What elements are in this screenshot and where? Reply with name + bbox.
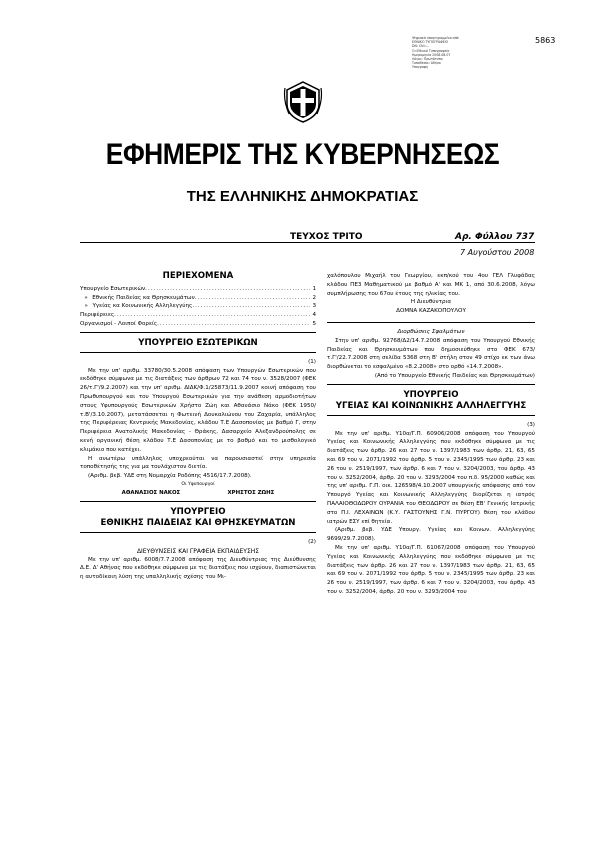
header-rule [80,242,535,243]
section-divider [327,384,535,385]
toc-row [80,302,316,311]
decision-number: (1) [308,358,316,365]
section-title-health: ΥΠΟΥΡΓΕΙΟ [403,389,459,400]
toc-page: 5 [312,320,316,327]
toc-page: 1 [312,285,316,292]
toc-leader [157,320,310,329]
toc-row [80,294,316,303]
section-divider [327,322,535,323]
decision-reference: (Αριθμ. βεβ. ΥΔΕ στη Νομαρχία Ροδόπης 4516/17.7.2008). [88,473,252,480]
decision-text-continued: χαλόπουλου Μιχαήλ του Γεωργίου, εκπ/κού του 4ου ΓΕΛ Γλυφάδας κλάδου ΠΕ3 Μαθηματικού με βαθμό Α' και ΜΚ 1, από 30.6.2008, λόγω συμπλήρωσης του 67ου έτους της ηλικίας του. [327,273,535,297]
greek-coat-of-arms-icon [283,80,323,124]
section-title-health-line2: ΥΓΕΙΑΣ ΚΑΙ ΚΟΙΝΩΝΙΚΗΣ ΑΛΛΗΛΕΓΓΥΗΣ [335,400,527,411]
sheet-number: Αρ. Φύλλου 737 [455,232,535,242]
toc-label: Εθνικής Παιδείας κα Θρησκευμάτων [92,294,195,301]
stamp-line: ΕΘΝΙΚΟ ΤΥΠΟΓΡΑΦΕΙΟ [412,40,449,45]
stamp-line: Υπογραφή [412,65,428,70]
correction-text: Στην υπ' αριθμ. 92768/Δ2/14.7.2008 απόφαση του Υπουργού Εθνικής Παιδείας και Θρησκευμάτων που δημοσιεύθηκε στο ΦΕΚ 673/τ.Γ'/22.7.2008 στη σελίδα 5368 στη Β' στήλη στον 49 στίχο εκ των άνω διορθώνεται το εσφαλμένο «8.2.2008» στο ορθό «14.7.2008». [327,337,535,371]
toc-ditto-mark: » [84,294,88,301]
section-title-education-line2: ΕΘΝΙΚΗΣ ΠΑΙΔΕΙΑΣ ΚΑΙ ΘΡΗΣΚΕΥΜΑΤΩΝ [100,517,296,528]
toc-row [80,311,316,320]
toc-leader [145,285,310,294]
toc-row [80,285,316,294]
signatory-title: Η Διευθύντρια [410,299,452,306]
left-column [80,272,316,582]
section-title-interior: ΥΠΟΥΡΓΕΙΟ ΕΣΩΤΕΡΙΚΩΝ [138,337,258,348]
signatory-name: ΧΡΗΣΤΟΣ ΖΩΗΣ [227,489,275,496]
toc-leader [114,311,310,320]
toc-label: Οργανισμοί - Λοιποί Φορείς [80,320,158,327]
stamp-line: Τοποθεσία: Αθήνα [412,61,441,66]
toc-heading: ΠΕΡΙΕΧΟΜΕΝΑ [162,271,234,281]
gazette-subtitle: ΤΗΣ ΕΛΛΗΝΙΚΗΣ ΔΗΜΟΚΡΑΤΙΑΣ [186,188,419,205]
toc-page: 4 [312,312,316,319]
stamp-line: Ο=Εθνικό Τυπογραφείο [412,48,450,53]
section-divider [80,352,316,353]
section-divider [80,532,316,533]
signatories-heading: Οι Υφυπουργοί [181,481,215,487]
toc-leader [195,294,311,303]
issue-series: ΤΕΥΧΟΣ ΤΡΙΤΟ [290,232,363,242]
signatories [98,489,298,498]
gazette-title: ΕΦΗΜΕΡΙΣ ΤΗΣ ΚΥΒΕΡΝΗΣΕΩΣ [105,138,500,171]
issue-date: 7 Αυγούστου 2008 [460,248,535,257]
toc-label: Υγείας κα Κοινωνικής Αλληλεγγύης [92,303,193,310]
stamp-line: Ημερομηνία 2008.08.07 [412,52,451,57]
decision-number: (2) [308,538,316,545]
toc-leader [192,302,310,311]
corrections-title: Διορθώσεις Σφαλμάτων [397,328,465,335]
toc-row [80,320,316,329]
section-divider [80,332,316,333]
toc-ditto-mark: » [84,303,88,310]
section-title-education: ΥΠΟΥΡΓΕΙΟ [170,506,226,517]
section-divider [327,415,535,416]
stamp-line: DN: CN=... [412,44,430,49]
toc-label: Υπουργείο Εσωτερικών [80,285,146,292]
section-divider [80,501,316,502]
toc-page: 3 [312,303,316,310]
stamp-line: Λόγος: Πρωτότυπο [412,57,443,62]
digital-signature-stamp [412,36,474,70]
toc-page: 2 [312,294,316,301]
decision-reference: (Αριθμ. βεβ. ΥΔΕ Υπουργ. Υγείας και Κοινων. Αλληλεγγύης 9699/29.7.2008). [327,527,535,543]
decision-text: Με την υπ' αριθμ. Υ10α/Γ.Π. 60906/2008 απόφαση του Υπουργού Υγείας και Κοινωνικής Αλληλεγγύης που εκδόθηκε σύμφωνα με τις διατάξεις των άρθρ. 26 και 27 του ν. 1397/1983 των άρθρ. 21, 63, 65 και 69 του ν. 2071/1992 του άρθρ. 5 του ν. 2345/1995 των άρθρ. 23 και 26 του ν. 2519/1997, των άρθρ. 6 και 7 του ν. 3204/2003, του άρθρ. 43 του ν. 3252/2004, άρθρ. 20 του ν. 3293/2004 του π.δ. 95/2000 καθώς και της υπ' αριθμ. Γ.Π. οικ. 126598/4.10.2007 υπουργικής απόφασης από τον Υπουργό Υγείας και Κοινωνικής Αλληλεγγύης διορίζεται η ιατρός ΠΑΛΑΙΟΘΟΔΩΡΟΥ ΟΥΡΑΝΙΑ του ΘΕΟΔΩΡΟΥ σε θέση ΕΒ' Γενικής Ιατρικής στο Π.Ι. ΛΕΧΑΙΝΩΝ (Κ.Υ. ΓΑΣΤΟΥΝΗΣ Γ.Ν. ΠΥΡΓΟΥ) θέση του κλάδου ιατρών ΕΣΥ επί θητεία. [327,430,535,525]
correction-source: (Από το Υπουργείο Εθνικής Παιδείας και Θρησκευμάτων) [374,372,535,379]
page-number: 5863 [535,36,556,45]
decision-text: Με την υπ' αριθμ. Υ10α/Γ.Π. 61067/2008 απόφαση του Υπουργού Υγείας και Κοινωνικής Αλληλεγγύης που εκδόθηκε σύμφωνα με τις διατάξεις των άρθρ. 26 και 27 του ν. 1397/1983 των άρθρ. 21, 63, 65 και 69 του ν. 2071/1992 του άρθρ. 5 του ν. 2345/1995 των άρθρ. 23 και 26 του ν. 2519/1997, των άρθρ. 6 και 7 του ν. 3204/2003, του άρθρ. 43 του ν. 3252/2004, άρθρ. 20 του ν. 3293/2004 του [327,544,535,595]
right-column [327,272,535,597]
signatory-name: ΔΟΜΝΑ ΚΑΖΑΚΟΠΟΥΛΟΥ [396,308,466,315]
decision-number: (3) [527,421,535,428]
decision-text: Με την υπ' αριθμ. 33780/30.5.2008 απόφαση των Υπουργών Εσωτερικών που εκδόθηκε σύμφωνα με τις διατάξεις των άρθρων 72 και 74 του ν. 3528/2007 (ΦΕΚ 26/τ.Γ'/9.2.2007) και την υπ' αριθμ. ΔΙΔΚ/Φ.1/25873/11.9.2007 κοινή απόφαση του Πρωθυπουργού και του Υπουργού Εσωτερικών για την ανάθεση αρμοδιοτήτων στους Υφυπουργούς Εσωτερικών Χρήστο Ζώη και Αθανάσιο Νάκο (ΦΕΚ 1950/τ.Β'/3.10.2007), μετατάσσεται η Φωτεινή Δουκαλιώνου του Ζαχαρία, υπάλληλος της Περιφέρειας Κεντρικής Μακεδονίας, κλάδου Τ.Ε Δασοπονίας με βαθμό Γ, στην Περιφέρεια Ανατολικής Μακεδονίας - Θράκης, Δασαρχείο Αλεξανδρούπολης σε κενή οργανική θέση κλάδου Τ.Ε Δασοπονίας με το βαθμό και το μισθολογικό κλιμάκιο που κατέχει. [80,367,316,453]
decision-text: Με την υπ' αριθμ. 6008/7.7.2008 απόφαση της Διευθύντριας της Διεύθυνσης Δ.Ε. Δ' Αθήνας που εκδόθηκε σύμφωνα με τις διατάξεις που ισχύουν, διαπιστώνεται η αυτοδίκαιη λύση της υπαλληλικής σχέσης του Μι- [80,556,316,581]
signatory-name: ΑΘΑΝΑΣΙΟΣ ΝΑΚΟΣ [121,489,181,496]
toc-label: Περιφέρειες [80,312,115,319]
decision-text: Η ανωτέρω υπάλληλος υποχρεούται να παρουσιαστεί στην υπηρεσία τοποθέτησής της για μα τουλάχιστον διετία. [80,455,316,471]
stamp-line: Ψηφιακά υπογεγραμμένο από [412,36,459,40]
subsection-title: ΔΙΕΥΘΥΝΣΕΙΣ ΚΑΙ ΓΡΑΦΕΙΑ ΕΚΠΑΙΔΕΥΣΗΣ [136,547,260,555]
